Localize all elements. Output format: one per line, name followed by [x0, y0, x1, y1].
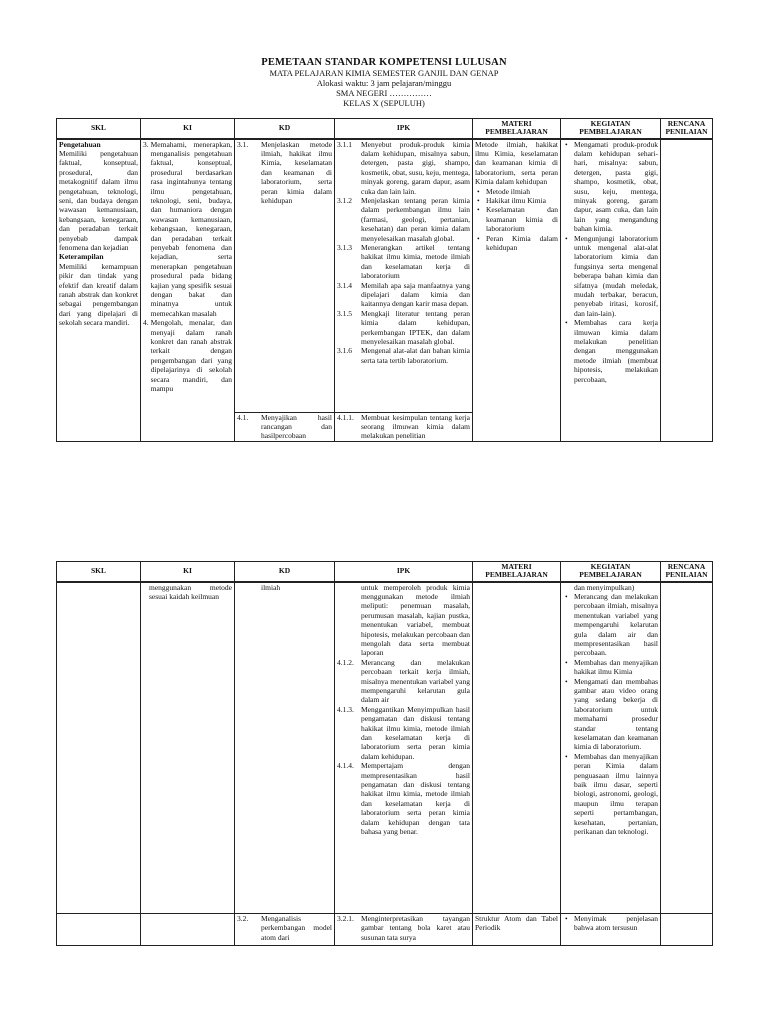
col-header-ki: KI	[141, 562, 235, 582]
ipk-block-1	[337, 140, 470, 412]
kd-cell	[235, 139, 335, 442]
kegiatan-continued-text: dan menyimpulkan)	[574, 582, 635, 592]
skl-keterampilan-text: Memiliki kemampuan pikir dan tindak yang efektif dan kreatif dalam ranah abstrak dan konkret sebagai pengembangan dari yang dipelajari di sekolah secara mandiri.	[59, 261, 138, 328]
ipk-item	[337, 705, 470, 761]
ipk-item	[337, 914, 470, 942]
ki-text: Mengolah, menalar, dan menyaji dalam ranah konkret dan ranah abstrak terkait dengan pengembangan dari yang dipelajarinya di sekolah secara mandiri, dan mampu	[150, 318, 232, 394]
kegiatan-item: • Merancang dan melakukan percobaan ilmiah, misalnya menentukan variabel yang mempengaruhi kelarutan gula dalam air dan mempresentasikan hasil percobaan.	[563, 592, 658, 658]
kegiatan-cell	[561, 139, 661, 442]
class-label: KELAS X (SEPULUH)	[343, 98, 425, 108]
ki-text: Memahami, menerapkan, menganalisis pengetahuan faktual, konseptual, prosedural berdasarkan rasa ingintahunya tentang ilmu pengetahuan, teknologi, seni, budaya, dan humaniora dengan wawasan kemanusiaan, kebangsaan, kenegaraan, dan peradaban terkait penyebab fenomena dan kejadian, serta menerapkan pengetahuan prosedural pada bidang kajian yang spesifik sesuai dengan bakat dan minatnya untuk memecahkan masalah	[150, 139, 232, 318]
ipk-text: Merancang dan melakukan percobaan terkait kerja ilmiah, misalnya menentukan variabel yang mempengaruhi kelarutan gula dalam air	[361, 657, 470, 705]
materi-text: Struktur Atom dan Tabel Periodik	[475, 914, 558, 933]
ki-cell	[141, 582, 235, 914]
kd-number: 3.1.	[237, 139, 249, 149]
ipk-number: 3.1.1	[337, 139, 352, 149]
kegiatan-item: • Menyimak penjelasan bahwa atom tersusun	[563, 914, 658, 933]
col-header-rencana: RENCANA PENILAIAN	[661, 562, 713, 582]
skl-cell	[57, 582, 141, 914]
ipk-item	[337, 196, 470, 243]
skl-mapping-table-1	[56, 118, 713, 442]
ki-continued-text: menggunakan metode sesuai kaidah keilmuan	[149, 582, 232, 601]
page-header	[0, 58, 768, 108]
ipk-number: 3.1.5	[337, 308, 352, 318]
ipk-text: Mempertajam dengan mempresentasikan hasil pengamatan dan diskusi tentang hakikat ilmu kimia, metode ilmiah dan keselamatan kerja di laboratorium serta peran kimia dalam kehidupan dengan tata bahasa yang benar.	[361, 761, 470, 837]
col-header-kd: KD	[235, 119, 335, 139]
col-header-kegiatan: KEGIATAN PEMBELAJARAN	[561, 119, 661, 139]
ipk-number: 3.1.2	[337, 195, 352, 205]
ipk-number: 3.1.4	[337, 280, 352, 290]
kd-text: Menyajikan hasil rancangan dan hasilpercobaan	[261, 412, 332, 441]
kegiatan-item: • Mengamati dan membahas gambar atau video orang yang sedang bekerja di laboratorium untuk memahami prosedur standar tentang keselamatan dan keamanan kimia di laboratorium.	[563, 677, 658, 752]
col-header-materi: MATERI PEMBELAJARAN	[473, 119, 561, 139]
ipk-item	[337, 761, 470, 836]
skl-pengetahuan-title: Pengetahuan	[59, 139, 101, 149]
ipk-number: 3.1.6	[337, 346, 352, 356]
ipk-item	[337, 243, 470, 281]
school-name: SMA NEGERI ……………	[336, 88, 432, 98]
ipk-number: 4.1.1.	[337, 412, 354, 422]
ki-number: 4.	[143, 318, 149, 328]
materi-item: • Hakikat ilmu Kimia	[475, 196, 558, 205]
ipk-cell	[335, 914, 473, 946]
materi-list	[475, 187, 558, 253]
skl-cell	[57, 139, 141, 442]
ipk-text: Menerangkan artikel tentang hakikat ilmu kimia, metode ilmiah dan keselamatan kerja di laboratorium	[361, 242, 470, 281]
ipk-item	[337, 140, 470, 196]
ipk-text: Menjelaskan tentang peran kimia dalam perkembangan ilmu lain (farmasi, geologi, pertanian, kesehatan) dan peran kimia dalam menyelesaikan masalah global.	[361, 195, 470, 243]
ipk-text: Membuat kesimpulan tentang kerja seorang ilmuwan kimia dalam melakukan penelitian	[361, 412, 470, 441]
ki-item	[143, 140, 232, 319]
ki-cell	[141, 914, 235, 946]
document-subtitle: MATA PELAJARAN KIMIA SEMESTER GANJIL DAN GENAP	[269, 68, 499, 78]
col-header-kegiatan: KEGIATAN PEMBELAJARAN	[561, 562, 661, 582]
time-allocation: Alokasi waktu: 3 jam pelajaran/minggu	[316, 78, 452, 88]
ipk-text: Mengkaji literatur tentang peran kimia dalam kehidupan, perkembangan IPTEK, dan dalam menyelesaikan masalah global.	[361, 308, 470, 347]
col-header-kd: KD	[235, 562, 335, 582]
kegiatan-item: • Membahas cara kerja ilmuwan kimia dalam melakukan penelitian dengan menggunakan metode ilmiah (membuat hipotesis, melakukan percobaan,	[563, 318, 658, 384]
materi-cell	[473, 582, 561, 914]
col-header-ipk: IPK	[335, 119, 473, 139]
ipk-text: Mengenal alat-alat dan bahan kimia serta tata tertib laboratorium.	[361, 346, 470, 365]
ipk-number: 4.1.2.	[337, 657, 354, 667]
kegiatan-cell	[561, 914, 661, 946]
materi-cell	[473, 139, 561, 442]
col-header-skl: SKL	[57, 119, 141, 139]
ipk-number: 4.1.3.	[337, 704, 354, 714]
materi-intro: Metode ilmiah, hakikat ilmu Kimia, keselamatan dan keamanan kimia di laboratorium, serta peran Kimia dalam kehidupan	[475, 139, 558, 187]
materi-cell	[473, 914, 561, 946]
ipk-cell	[335, 139, 473, 442]
materi-item: • Peran Kimia dalam kehidupan	[475, 234, 558, 253]
ipk-item	[337, 658, 470, 705]
skl-pengetahuan-text: Memiliki pengetahuan faktual, konseptual, prosedural, dan metakognitif dalam ilmu pengetahuan, teknologi, seni, dan budaya dengan wawasan kemanusiaan, kebangsaan, kenegaraan, dan peradaban terkait penyebab dampak fenomena dan kejadian	[59, 148, 138, 252]
ipk-number: 3.2.1.	[337, 914, 354, 923]
kegiatan-cell	[561, 582, 661, 914]
skl-cell	[57, 914, 141, 946]
skl-keterampilan-title: Keterampilan	[59, 252, 104, 262]
kd-text: Menganalisis perkembangan model atom dari	[261, 914, 332, 942]
kegiatan-list	[563, 914, 658, 933]
ipk-item	[337, 281, 470, 309]
kegiatan-list	[563, 140, 658, 385]
col-header-materi: MATERI PEMBELAJARAN	[473, 562, 561, 582]
ipk-item	[337, 413, 470, 441]
kegiatan-item: • Mengamati produk-produk dalam kehidupan sehari-hari, misalnya: sabun, detergen, pasta gigi, shampo, kosmetik, obat, susu, keju, mentega, minyak goreng, garam dapur, asam cuka, dan lain lain yang mengandung bahan kimia.	[563, 140, 658, 234]
document-title: PEMETAAN STANDAR KOMPETENSI LULUSAN	[261, 57, 507, 68]
ki-number: 3.	[143, 139, 149, 149]
kd-block-2	[237, 413, 332, 441]
ipk-number: 4.1.4.	[337, 761, 354, 771]
rencana-cell	[661, 914, 713, 946]
ki-item	[143, 318, 232, 393]
kd-cell	[235, 914, 335, 946]
kegiatan-list	[563, 592, 658, 837]
kd-continued-text: ilmiah	[261, 582, 281, 592]
kd-text: Menjelaskan metode ilmiah, hakikat ilmu Kimia, keselamatan dan keamanan di laboratorium, serta peran kimia dalam kehidupan	[261, 139, 332, 205]
materi-item: • Keselamatan dan keamanan kimia di laboratorium	[475, 205, 558, 233]
kd-cell	[235, 582, 335, 914]
ipk-cell	[335, 582, 473, 914]
col-header-ki: KI	[141, 119, 235, 139]
ipk-number: 3.1.3	[337, 242, 352, 252]
ipk-item	[337, 346, 470, 365]
rencana-cell	[661, 139, 713, 442]
ipk-text: Menyebut produk-produk kimia dalam kehidupan, misalnya sabun, detergen, pasta gigi, shampo, kosmetik, obat, susu, keju, mentega, minyak goreng, garam dapur, asam cuka dan lain lain.	[361, 139, 470, 196]
col-header-skl: SKL	[57, 562, 141, 582]
col-header-rencana: RENCANA PENILAIAN	[661, 119, 713, 139]
ipk-continued-text: untuk memperoleh produk kimia menggunakan metode ilmiah meliputi: penemuan masalah, perumusan masalah, kajian pustka, menentukan variabel, membuat hipotesis, melakukan percobaan dan mengolah data serta membuat laporan	[361, 582, 470, 658]
kd-number: 4.1.	[237, 412, 249, 422]
kd-item	[237, 914, 332, 942]
ipk-item	[337, 309, 470, 347]
kegiatan-item: • Membahas dan menyajikan hakikat ilmu Kimia	[563, 658, 658, 677]
kegiatan-item: • Membahas dan menyajikan peran Kimia dalam penguasaan ilmu lainnya baik ilmu dasar, seperti biologi, astronomi, geologi, maupun ilmu terapan seperti pertambangan, kesehatan, pertanian, perikanan dan teknologi.	[563, 752, 658, 837]
kegiatan-item: • Mengunjungi laboratorium untuk mengenal alat-alat laboratorium kimia dan fungsinya serta mengenal beberapa bahan kimia dan sifatnya (mudah meledak, mudah terbakar, beracun, penyebab iritasi, korosif, dan lain-lain).	[563, 234, 658, 319]
kd-number: 3.2.	[237, 914, 249, 923]
ipk-text: Menggantikan Menyimpulkan hasil pengamatan dan diskusi tentang hakikat ilmu kimia, metode ilmiah dan keselamatan kerja di laboratorium serta peran kimia dalam kehidupan.	[361, 704, 470, 761]
kd-block-1	[237, 140, 332, 412]
col-header-ipk: IPK	[335, 562, 473, 582]
materi-item: • Metode ilmiah	[475, 187, 558, 196]
ipk-text: Menginterpretasikan tayangan gambar tentang bola karet atau susunan tata surya	[361, 914, 470, 942]
rencana-cell	[661, 582, 713, 914]
ipk-text: Memilah apa saja manfaatnya yang dipelajari dalam kimia dan kaitannya dengan karir masa depan.	[361, 280, 470, 309]
skl-mapping-table-2	[56, 561, 713, 946]
ki-cell	[141, 139, 235, 442]
